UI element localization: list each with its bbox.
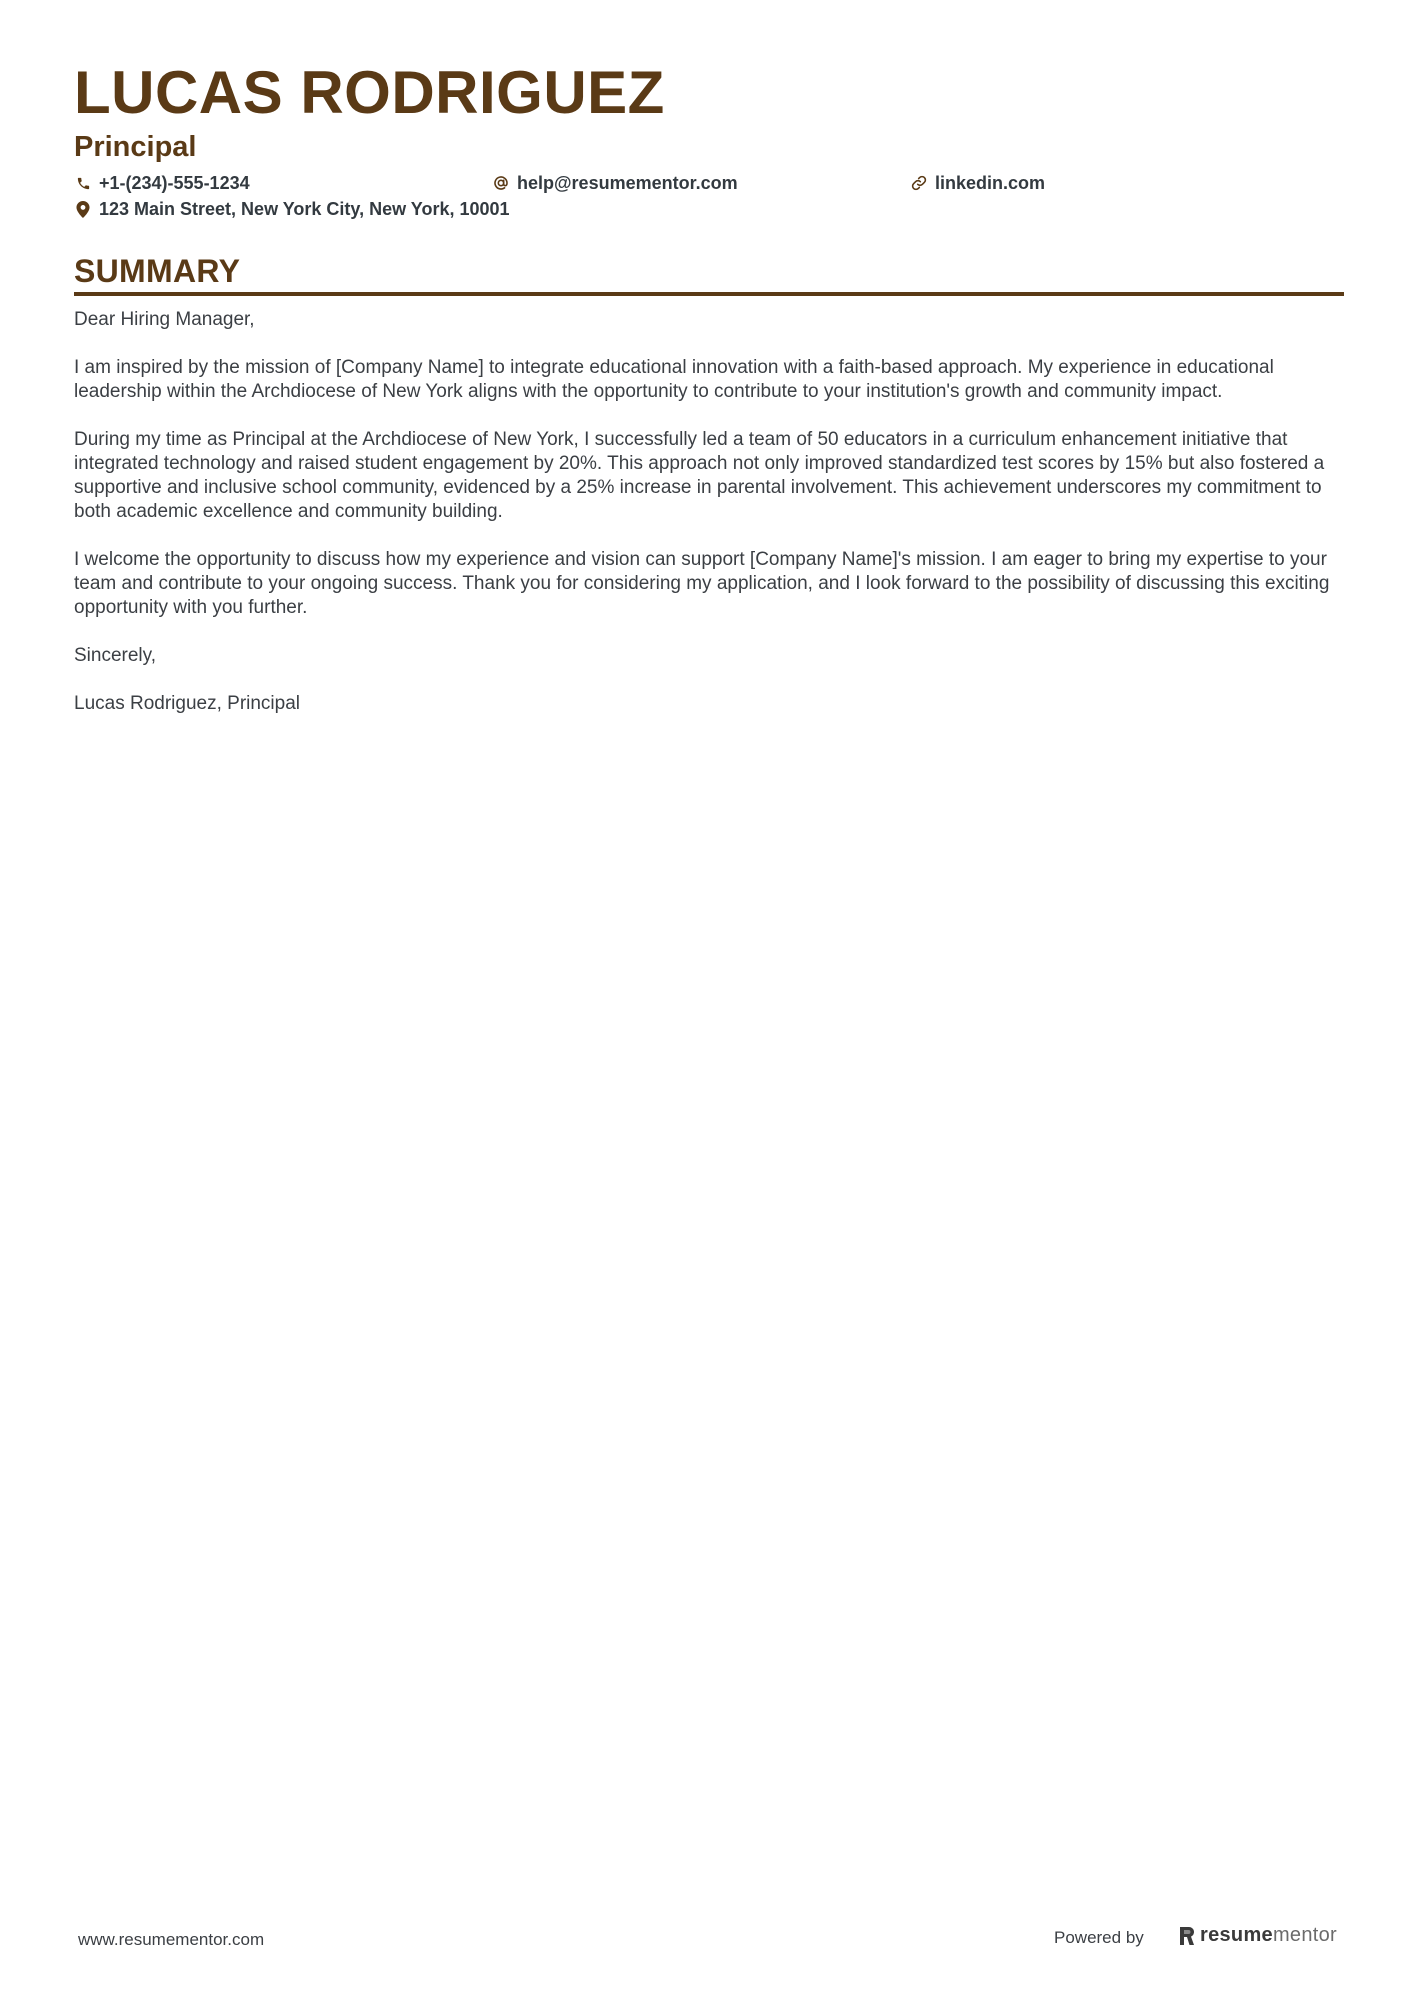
letter-signature: Lucas Rodriguez, Principal (74, 693, 301, 714)
brand-wordmark-bold: resume (1200, 1924, 1273, 1946)
brand-wordmark (1200, 1924, 1337, 1947)
letter-body (74, 308, 1344, 716)
email-text[interactable]: help@resumementor.com (517, 173, 738, 193)
powered-by-label: Powered by (1054, 1928, 1144, 1947)
footer-website-link[interactable]: www.resumementor.com (78, 1930, 265, 1949)
linkedin-text[interactable]: linkedin.com (935, 173, 1046, 193)
letter-greeting: Dear Hiring Manager, (74, 309, 255, 330)
letter-closing: Sincerely, (74, 645, 157, 666)
letter-paragraph: I welcome the opportunity to discuss how my experience and vision can support [Company Name]'s mission. I am eager to bring my expertise to your team and contribute to your ongoing success. Thank you for considering my application, and I look forward to the possibility of discussing this exciting opportunity with you further. (74, 549, 1330, 618)
letter-paragraph: During my time as Principal at the Archdiocese of New York, I successfully led a team of 50 educators in a curriculum enhancement initiative that integrated technology and raised student engagement by 20%. This approach not only improved standardized test scores by 15% but also fostered a supportive and inclusive school community, evidenced by a 25% increase in parental involvement. This achievement underscores my commitment to both academic excellence and community building. (74, 429, 1325, 522)
resumementor-logo-icon (1178, 1925, 1196, 1947)
contact-email[interactable] (492, 170, 738, 196)
applicant-name: LUCAS RODRIGUEZ (74, 59, 665, 126)
at-icon (492, 174, 510, 192)
contact-phone (74, 170, 250, 196)
link-icon (910, 174, 928, 192)
address-text: 123 Main Street, New York City, New York, 10001 (99, 199, 510, 219)
section-divider (74, 292, 1344, 296)
brand-logo[interactable] (1178, 1924, 1337, 1947)
phone-icon (74, 174, 92, 192)
section-title-summary: SUMMARY (74, 253, 241, 289)
cover-letter-page (74, 60, 1344, 740)
phone-text: +1-(234)-555-1234 (99, 173, 250, 193)
location-pin-icon (74, 200, 92, 218)
contact-info (74, 170, 1344, 222)
applicant-role: Principal (74, 131, 197, 163)
brand-wordmark-light: mentor (1272, 1924, 1337, 1946)
letter-paragraph: I am inspired by the mission of [Company Name] to integrate educational innovation with a faith-based approach. My experience in educational leadership within the Archdiocese of New York aligns with the opportunity to contribute to your institution's growth and community impact. (74, 357, 1274, 402)
contact-address (74, 196, 510, 222)
contact-linkedin[interactable] (910, 170, 1045, 196)
